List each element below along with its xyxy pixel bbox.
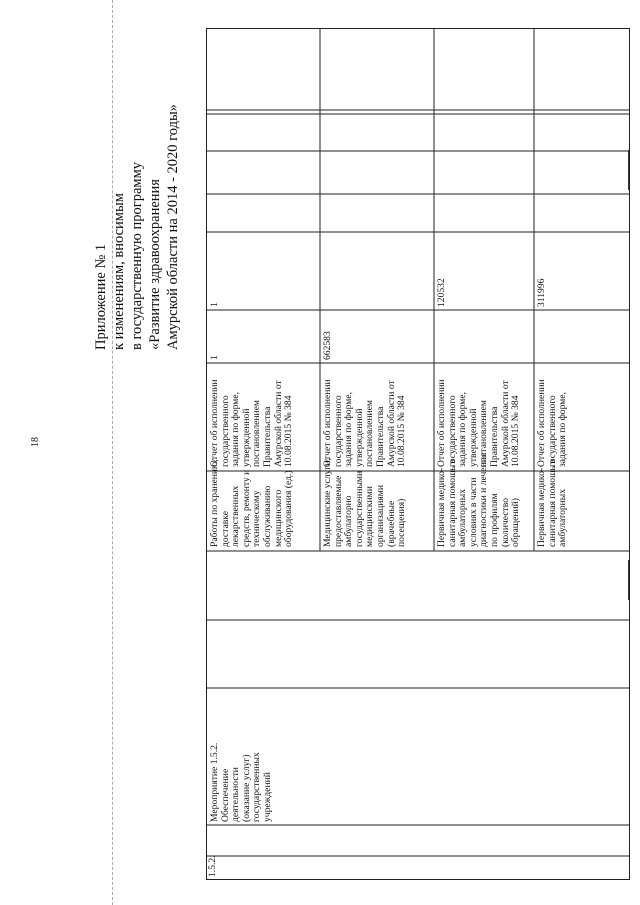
report-cell: Отчет об исполнении государственного задания по форме, утвержденной постановлением Правительства Амурской области от 10.08.2015 № 384 bbox=[209, 379, 295, 467]
appendix-line: «Развитие здравоохранения bbox=[147, 179, 163, 350]
appendix-heading bbox=[92, 50, 182, 350]
value-cell: 1 bbox=[209, 355, 220, 360]
value-cell: 1 bbox=[209, 302, 220, 307]
measure-cell: Мероприятие 1.5.2. Обеспечение деятельности (оказание услуг) государственных учреждений bbox=[209, 742, 273, 822]
service-cell: Первичная медико- санитарная помощь в амбулаторных bbox=[536, 459, 569, 547]
report-cell: Отчет об исполнении государственного задания по форме, утвержденной постановлением Правительства Амурской области от 10.08.2015 № 384 bbox=[322, 379, 408, 467]
value-cell: 311996 bbox=[536, 278, 547, 307]
page-number: 18 bbox=[30, 437, 41, 447]
item-number: 1.5.2. bbox=[207, 855, 218, 877]
appendix-title: Приложение № 1 bbox=[93, 243, 109, 350]
report-cell: Отчет об исполнении государственного задания по форме, утвержденной постановлением Правительства Амурской области от 10.08.2015 № 384 bbox=[436, 379, 522, 467]
service-cell: Медицинские услуги, предоставляемые амбулаторно государственными медицинскими организациями (врачебные посещения) bbox=[322, 458, 408, 547]
service-cell: Первичная медико- санитарная помощь в амбулаторных условиях в части диагностики и лечения по профилям (количество обращений) bbox=[436, 452, 522, 547]
value-cell: 120532 bbox=[436, 278, 447, 307]
appendix-line: в государственную программу bbox=[129, 161, 145, 350]
service-cell: Работы по хранению, доставке лекарственных средств, ремонту и техническому обслуживанию медицинского оборудования (ед.) bbox=[209, 459, 295, 547]
program-table bbox=[206, 28, 630, 880]
value-cell: 662583 bbox=[322, 331, 333, 360]
appendix-line: Амурской области на 2014 - 2020 годы» bbox=[165, 104, 181, 350]
report-cell: Отчет об исполнении государственного задания по форме, bbox=[536, 379, 569, 467]
scan-fold-line bbox=[112, 0, 113, 905]
appendix-line: к изменениям, вносимым bbox=[111, 193, 127, 350]
